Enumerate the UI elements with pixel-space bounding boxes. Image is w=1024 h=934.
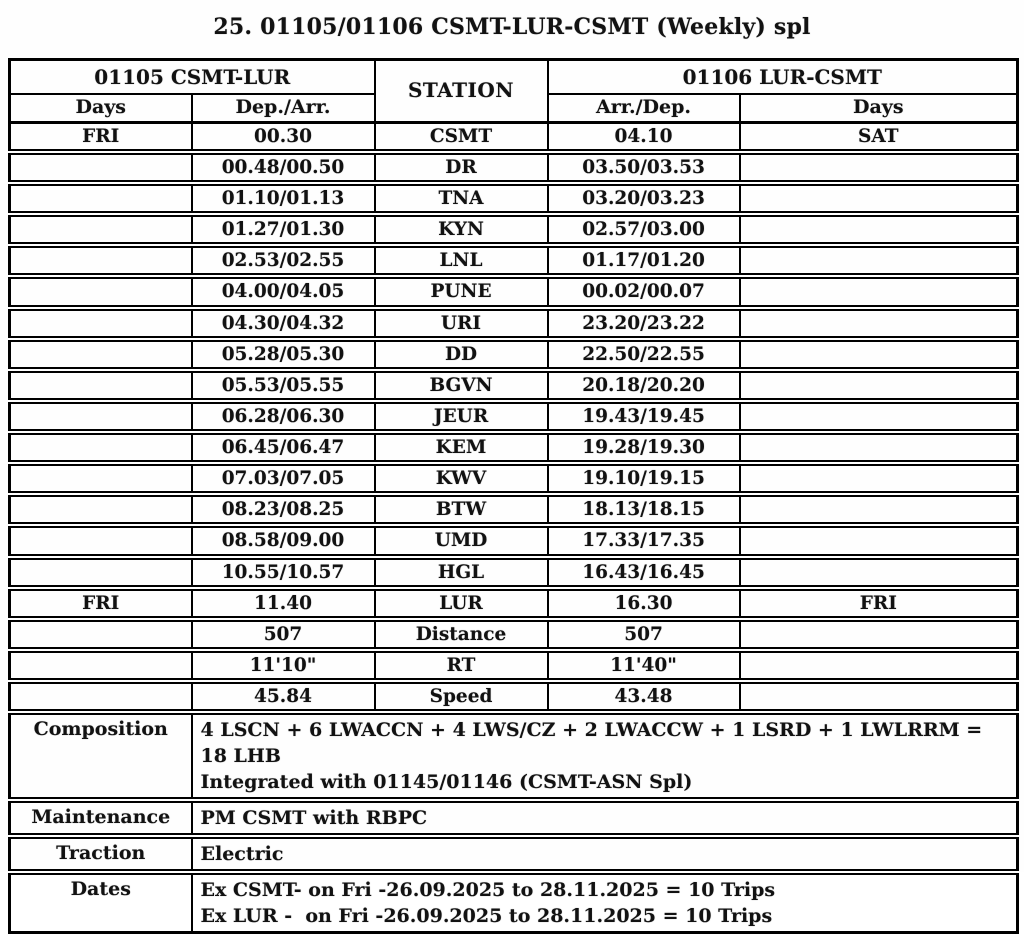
header-days-right: Days [740,94,1018,122]
cell-arr-dep: 00.02/00.07 [548,276,740,307]
cell-dep-arr: 06.45/06.47 [192,432,375,463]
cell-arr-dep: 19.43/19.45 [548,401,740,432]
cell-days-right [740,650,1018,681]
cell-station: Speed [375,681,548,712]
cell-dep-arr: 04.30/04.32 [192,308,375,339]
cell-arr-dep: 20.18/20.20 [548,370,740,401]
cell-days-right [740,463,1018,494]
info-content [192,836,1018,872]
cell-arr-dep: 23.20/23.22 [548,308,740,339]
cell-dep-arr: 11.40 [192,588,375,619]
cell-days-left [10,463,192,494]
info-label: Composition [10,712,192,800]
info-content [192,712,1018,800]
cell-days-right [740,183,1018,214]
cell-arr-dep: 507 [548,619,740,650]
cell-arr-dep: 01.17/01.20 [548,245,740,276]
cell-arr-dep: 18.13/18.15 [548,494,740,525]
cell-station: DR [375,152,548,183]
timetable-row-speed [10,681,1018,712]
cell-station: RT [375,650,548,681]
cell-days-right: FRI [740,588,1018,619]
cell-days-right [740,245,1018,276]
timetable-row-kem [10,432,1018,463]
timetable-row-csmt [10,122,1018,152]
cell-station: JEUR [375,401,548,432]
cell-station: LNL [375,245,548,276]
info-row-composition [10,712,1018,800]
info-line: PM CSMT with RBPC [200,807,428,830]
cell-days-left [10,370,192,401]
cell-station: TNA [375,183,548,214]
timetable-row-kyn [10,214,1018,245]
header-station: STATION [375,60,548,123]
cell-dep-arr: 507 [192,619,375,650]
info-line: Ex CSMT- on Fri -26.09.2025 to 28.11.2025 = 10 Trips [200,879,776,902]
info-row-dates [10,872,1018,933]
cell-dep-arr: 05.28/05.30 [192,339,375,370]
cell-days-left: FRI [10,588,192,619]
info-line: Ex LUR - on Fri -26.09.2025 to 28.11.2025 = 10 Trips [200,905,773,928]
cell-station: BGVN [375,370,548,401]
cell-days-right [740,152,1018,183]
cell-dep-arr: 07.03/07.05 [192,463,375,494]
cell-days-left [10,276,192,307]
timetable-row-rt [10,650,1018,681]
timetable-row-dd [10,339,1018,370]
page-title: 25. 01105/01106 CSMT-LUR-CSMT (Weekly) spl [213,14,811,40]
cell-days-left [10,339,192,370]
cell-days-right [740,619,1018,650]
info-row-maintenance [10,800,1018,836]
cell-days-left [10,245,192,276]
cell-dep-arr: 06.28/06.30 [192,401,375,432]
cell-station: LUR [375,588,548,619]
cell-days-right: SAT [740,122,1018,152]
header-arr-dep: Arr./Dep. [548,94,740,122]
cell-station: URI [375,308,548,339]
cell-dep-arr: 02.53/02.55 [192,245,375,276]
cell-arr-dep: 03.20/03.23 [548,183,740,214]
cell-dep-arr: 04.00/04.05 [192,276,375,307]
cell-arr-dep: 16.30 [548,588,740,619]
timetable-row-pune [10,276,1018,307]
cell-dep-arr: 00.48/00.50 [192,152,375,183]
cell-dep-arr: 01.10/01.13 [192,183,375,214]
info-line: 4 LSCN + 6 LWACCN + 4 LWS/CZ + 2 LWACCW + 1 LSRD + 1 LWLRRM = 18 LHB [200,719,983,768]
cell-days-left [10,214,192,245]
cell-dep-arr: 11'10" [192,650,375,681]
cell-days-right [740,494,1018,525]
cell-station: KEM [375,432,548,463]
cell-dep-arr: 01.27/01.30 [192,214,375,245]
timetable-row-uri [10,308,1018,339]
timetable-row-tna [10,183,1018,214]
cell-arr-dep: 17.33/17.35 [548,525,740,556]
cell-days-right [740,401,1018,432]
cell-days-left [10,401,192,432]
cell-days-left [10,525,192,556]
cell-station: DD [375,339,548,370]
header-train-01106: 01106 LUR-CSMT [548,60,1018,95]
timetable-row-lnl [10,245,1018,276]
timetable-row-lur [10,588,1018,619]
cell-days-left [10,432,192,463]
cell-days-left [10,183,192,214]
info-row-traction [10,836,1018,872]
info-content [192,800,1018,836]
timetable-row-hgl [10,557,1018,588]
cell-station: HGL [375,557,548,588]
cell-arr-dep: 02.57/03.00 [548,214,740,245]
timetable-info [10,712,1018,933]
timetable-body [10,122,1018,712]
timetable-row-btw [10,494,1018,525]
cell-station: KWV [375,463,548,494]
cell-days-right [740,525,1018,556]
info-label: Maintenance [10,800,192,836]
cell-arr-dep: 16.43/16.45 [548,557,740,588]
cell-dep-arr: 10.55/10.57 [192,557,375,588]
cell-days-right [740,214,1018,245]
timetable-row-bgvn [10,370,1018,401]
cell-days-right [740,681,1018,712]
cell-dep-arr: 45.84 [192,681,375,712]
cell-arr-dep: 22.50/22.55 [548,339,740,370]
cell-arr-dep: 19.28/19.30 [548,432,740,463]
header-days-left: Days [10,94,192,122]
cell-days-left [10,494,192,525]
timetable-header [10,60,1018,123]
cell-station: PUNE [375,276,548,307]
cell-station: Distance [375,619,548,650]
info-label: Dates [10,872,192,933]
cell-arr-dep: 11'40" [548,650,740,681]
cell-days-right [740,308,1018,339]
cell-days-left [10,308,192,339]
cell-arr-dep: 04.10 [548,122,740,152]
cell-days-right [740,339,1018,370]
cell-station: CSMT [375,122,548,152]
cell-station: BTW [375,494,548,525]
cell-days-right [740,432,1018,463]
cell-dep-arr: 08.58/09.00 [192,525,375,556]
timetable-row-umd [10,525,1018,556]
cell-days-left [10,557,192,588]
cell-days-left [10,619,192,650]
timetable-row-dr [10,152,1018,183]
cell-arr-dep: 43.48 [548,681,740,712]
cell-days-left [10,152,192,183]
info-label: Traction [10,836,192,872]
cell-station: KYN [375,214,548,245]
cell-days-left: FRI [10,122,192,152]
info-line: Electric [200,843,284,866]
info-content [192,872,1018,933]
cell-dep-arr: 05.53/05.55 [192,370,375,401]
cell-days-right [740,276,1018,307]
cell-dep-arr: 08.23/08.25 [192,494,375,525]
cell-dep-arr: 00.30 [192,122,375,152]
timetable-row-jeur [10,401,1018,432]
cell-days-left [10,681,192,712]
info-line: Integrated with 01145/01146 (CSMT-ASN Spl) [200,771,693,794]
header-dep-arr: Dep./Arr. [192,94,375,122]
cell-days-right [740,557,1018,588]
cell-arr-dep: 03.50/03.53 [548,152,740,183]
cell-arr-dep: 19.10/19.15 [548,463,740,494]
cell-days-left [10,650,192,681]
header-train-01105: 01105 CSMT-LUR [10,60,375,95]
cell-days-right [740,370,1018,401]
timetable-row-kwv [10,463,1018,494]
timetable-row-distance [10,619,1018,650]
header-row-trains [10,60,1018,95]
timetable-table [8,58,1019,934]
cell-station: UMD [375,525,548,556]
